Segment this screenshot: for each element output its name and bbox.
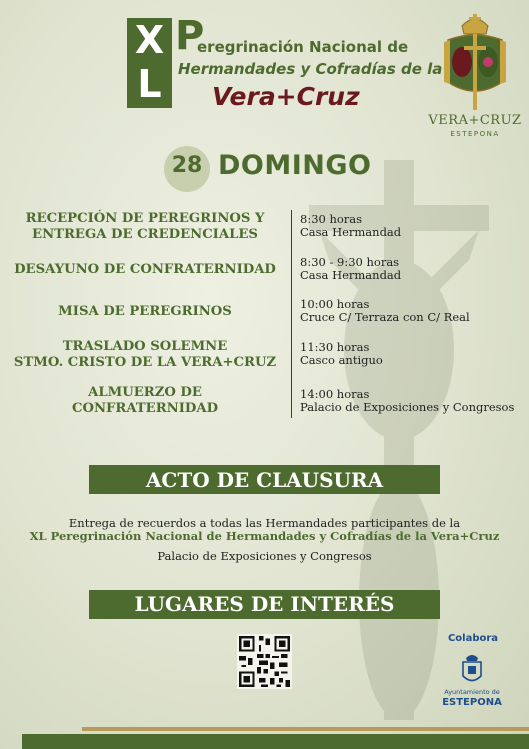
date-number: 28 (171, 153, 203, 178)
event-place: Casa Hermandad (300, 225, 402, 239)
xl-logo-block (127, 18, 172, 108)
event-time-2 (300, 256, 528, 282)
event-time-5 (300, 388, 528, 414)
closing-text-2: XL Peregrinación Nacional de Hermandades y Cofradías de la Vera+Cruz (29, 529, 500, 543)
event-name-line: MISA DE PEREGRINOS (58, 304, 232, 319)
event-name-line: DESAYUNO DE CONFRATERNIDAD (14, 262, 276, 277)
closing-place: Palacio de Exposiciones y Congresos (157, 549, 372, 563)
event-name-line: CONFRATERNIDAD (71, 401, 219, 416)
title-line-2: Hermandades y Cofradías de la (178, 60, 443, 78)
event-place: Casa Hermandad (300, 268, 402, 282)
brand-city: ESTEPONA (450, 130, 500, 138)
event-time-1 (300, 213, 528, 239)
closing-text-1: Entrega de recuerdos a todas las Hermandades participantes de la (68, 516, 461, 530)
event-name-line: RECEPCIÓN DE PEREGRINOS Y (25, 211, 265, 226)
closing-banner: ACTO DE CLAUSURA (89, 465, 440, 494)
event-name-line: TRASLADO SOLEMNE (62, 339, 228, 354)
xl-letter-l: L (137, 62, 162, 106)
interest-banner: LUGARES DE INTERÉS (89, 590, 440, 619)
event-time: 11:30 horas (300, 340, 370, 354)
footer-gold-line (82, 727, 529, 731)
brand-name: VERA+CRUZ (428, 113, 522, 128)
event-name-3 (0, 304, 290, 320)
sponsor-name: ESTEPONA (442, 697, 502, 708)
title-initial: P (175, 13, 205, 59)
xl-letter-x: X (134, 18, 165, 62)
brotherhood-emblem-icon (440, 12, 510, 112)
event-time-4 (300, 341, 528, 367)
event-name-line: ALMUERZO DE (88, 385, 202, 400)
sponsor-label: Colabora (447, 633, 499, 644)
sponsor-ayto: Ayuntamiento de (444, 688, 500, 696)
event-place: Cruce C/ Terraza con C/ Real (300, 310, 470, 324)
event-name-2 (0, 262, 290, 278)
event-name-line: ENTREGA DE CREDENCIALES (32, 227, 258, 242)
title-line-1: eregrinación Nacional de (197, 38, 409, 56)
footer-green-band (22, 734, 529, 749)
event-time: 14:00 horas (300, 387, 370, 401)
event-time: 8:30 horas (300, 212, 363, 226)
date-day: DOMINGO (218, 150, 372, 181)
schedule-divider (291, 210, 292, 418)
event-time-3 (300, 298, 528, 324)
event-time: 8:30 - 9:30 horas (300, 255, 400, 269)
event-place: Palacio de Exposiciones y Congresos (300, 400, 515, 414)
event-time: 10:00 horas (300, 297, 370, 311)
town-crest-icon (460, 652, 484, 686)
event-name-1 (0, 211, 290, 243)
title-line-3: Vera+Cruz (212, 82, 360, 111)
event-place: Casco antiguo (300, 353, 383, 367)
event-name-5 (0, 385, 290, 417)
qr-code-icon[interactable] (237, 634, 292, 689)
event-name-line: STMO. CRISTO DE LA VERA+CRUZ (13, 355, 277, 370)
event-name-4 (0, 339, 290, 371)
